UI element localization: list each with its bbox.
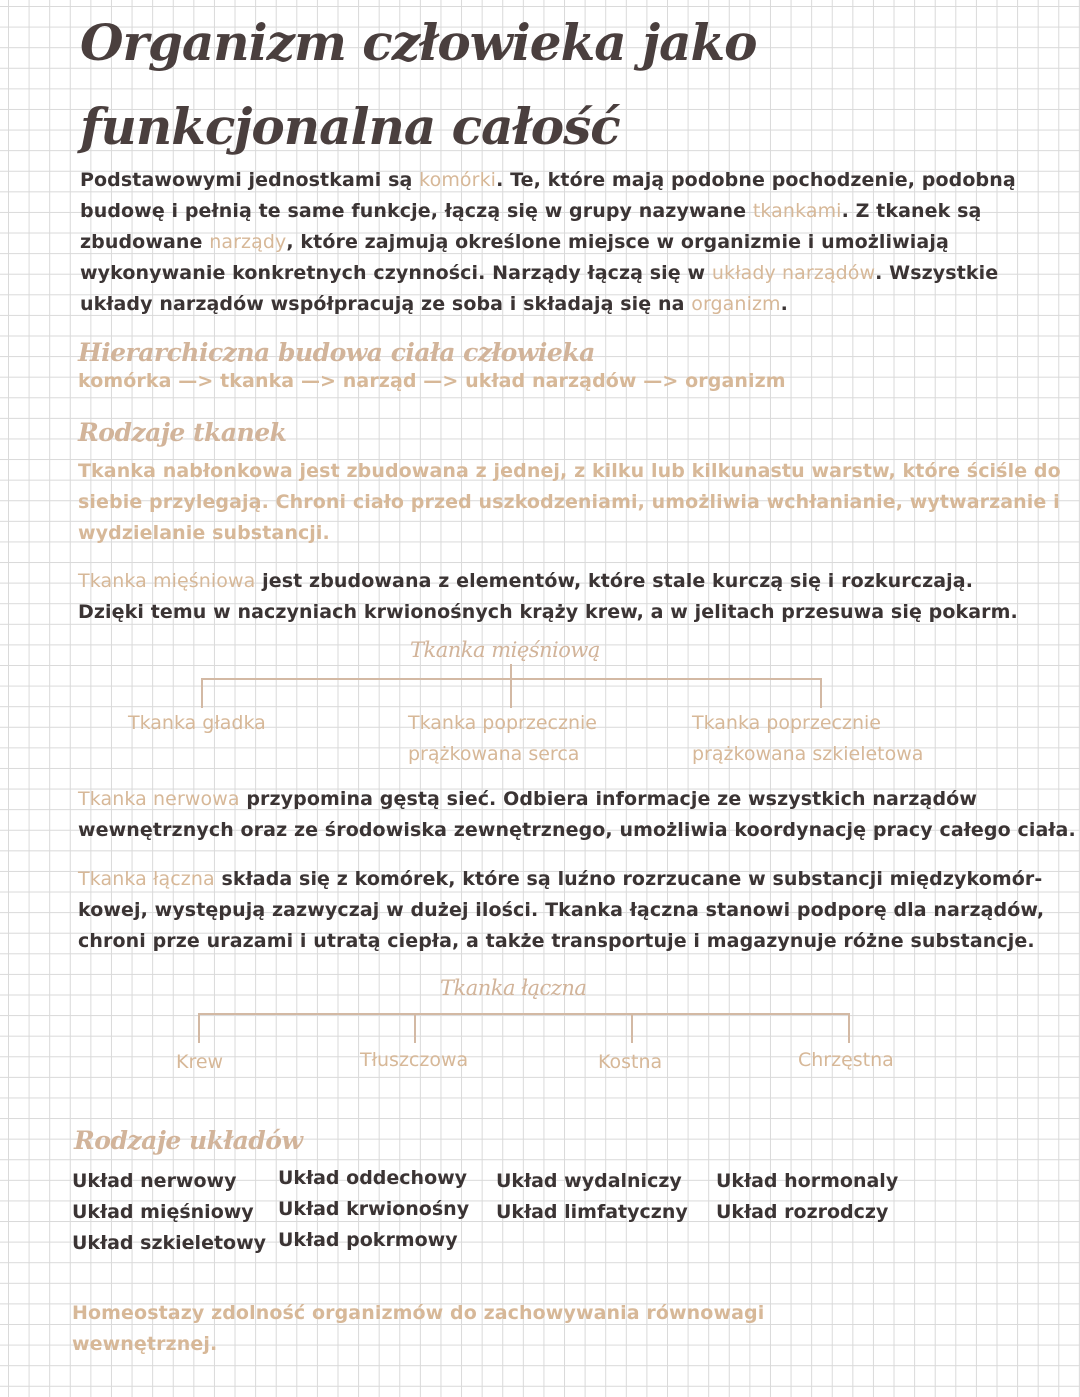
epithelial-line-2: siebie przylegają. Chroni ciało przed uszkodzeniami, umożliwia wchłanianie, wytwarzanie i xyxy=(78,491,1060,513)
systems-column-2 xyxy=(278,1163,469,1256)
hierarchy-heading: Hierarchiczna budowa ciała człowieka xyxy=(78,338,595,367)
term-narzady: narządy xyxy=(209,231,287,253)
connective-line-1: Tkanka łączna składa się z komórek, które są luźno rozrzucane w substancji międzykomór- xyxy=(78,868,1043,890)
intro-line-5: układy narządów współpracują ze soba i składają się na organizm. xyxy=(80,293,788,315)
term-tkanka-laczna: Tkanka łączna xyxy=(78,868,215,890)
connective-line-3: chroni prze urazami i utratą ciepła, a także transportuje i magazynuje różne substancje. xyxy=(78,930,1035,952)
system-item: Układ rozrodczy xyxy=(716,1201,889,1223)
system-item: Układ szkieletowy xyxy=(72,1232,267,1254)
connective-diagram-leg-3 xyxy=(631,1013,633,1043)
epithelial-line-1: Tkanka nabłonkowa jest zbudowana z jednej, z kilku lub kilkunastu warstw, które ściśle do xyxy=(78,460,1061,482)
term-komorki: komórki xyxy=(419,169,497,191)
term-organizm: organizm xyxy=(691,293,781,315)
muscle-node-smooth: Tkanka gładka xyxy=(128,712,266,734)
systems-column-1 xyxy=(72,1166,266,1259)
page-title-line-1: Organizm człowieka jako xyxy=(80,13,757,72)
term-tkanka-miesniowa: Tkanka mięśniowa xyxy=(78,570,256,592)
homeostasis-paragraph xyxy=(72,1298,764,1360)
homeostasis-line-1: Homeostazy zdolność organizmów do zachowywania równowagi xyxy=(72,1302,765,1324)
muscle-line-1: Tkanka mięśniowa jest zbudowana z elementów, które stale kurczą się i rozkurczają. xyxy=(78,570,974,592)
system-item: Układ hormonaly xyxy=(716,1170,899,1192)
system-item: Układ mięśniowy xyxy=(72,1201,254,1223)
term-uklady-narzadow: układy narządów xyxy=(711,262,876,284)
connective-node-fat: Tłuszczowa xyxy=(360,1049,469,1071)
intro-line-4: wykonywanie konkretnych czynności. Narządy łączą się w układy narządów. Wszystkie xyxy=(80,262,999,284)
connective-node-cartilage: Chrzęstna xyxy=(798,1049,894,1071)
intro-line-2: budowę i pełnią te same funkcje, łączą się w grupy nazywane tkankami. Z tkanek są xyxy=(80,200,982,222)
system-item: Układ nerwowy xyxy=(72,1170,237,1192)
connective-diagram-leg-2 xyxy=(414,1013,416,1043)
homeostasis-line-2: wewnętrznej. xyxy=(72,1333,218,1355)
hierarchy-chain: komórka —> tkanka —> narząd —> układ narządów —> organizm xyxy=(78,370,786,392)
connective-node-blood: Krew xyxy=(176,1051,224,1073)
system-item: Układ oddechowy xyxy=(278,1167,468,1189)
system-item: Układ krwionośny xyxy=(278,1198,470,1220)
connective-line-2: kowej, występują zazwyczaj w dużej ilości. Tkanka łączna stanowi podporę dla narządów, xyxy=(78,899,1045,921)
connective-node-bone: Kostna xyxy=(598,1051,663,1073)
systems-heading: Rodzaje układów xyxy=(74,1126,303,1155)
muscle-diagram-leg-1 xyxy=(201,678,203,708)
systems-column-3 xyxy=(496,1166,688,1228)
intro-line-1: Podstawowymi jednostkami są komórki. Te, które mają podobne pochodzenie, podobną xyxy=(80,169,1016,191)
system-item: Układ pokrmowy xyxy=(278,1229,458,1251)
systems-column-4 xyxy=(716,1166,898,1228)
nervous-paragraph xyxy=(78,784,1076,846)
page-title-line-2: funkcjonalna całość xyxy=(80,97,620,156)
muscle-paragraph xyxy=(78,566,1018,628)
muscle-diagram-leg-3 xyxy=(820,678,822,708)
connective-diagram-bar xyxy=(198,1013,850,1015)
term-tkankami: tkankami xyxy=(752,200,842,222)
connective-diagram-leg-1 xyxy=(198,1013,200,1043)
system-item: Układ wydalniczy xyxy=(496,1170,682,1192)
connective-paragraph xyxy=(78,864,1044,957)
connective-diagram-leg-4 xyxy=(848,1013,850,1043)
intro-line-3: zbudowane narządy, które zajmują określone miejsce w organizmie i umożliwiają xyxy=(80,231,949,253)
epithelial-paragraph xyxy=(78,456,1061,549)
nervous-line-1: Tkanka nerwowa przypomina gęstą sieć. Odbiera informacje ze wszystkich narządów xyxy=(78,788,977,810)
intro-paragraph xyxy=(80,165,1016,320)
muscle-line-2: Dzięki temu w naczyniach krwionośnych krąży krew, a w jelitach przesuwa się pokarm. xyxy=(78,601,1018,623)
muscle-node-skeletal: Tkanka poprzecznie prążkowana szkieletowa xyxy=(692,712,924,765)
term-tkanka-nerwowa: Tkanka nerwowa xyxy=(78,788,240,810)
tissues-heading: Rodzaje tkanek xyxy=(78,418,287,447)
nervous-line-2: wewnętrznych oraz ze środowiska zewnętrznego, umożliwia koordynację pracy całego ciała. xyxy=(78,819,1076,841)
connective-diagram-title: Tkanka łączna xyxy=(440,976,587,1000)
muscle-diagram-leg-2 xyxy=(510,678,512,708)
system-item: Układ limfatyczny xyxy=(496,1201,688,1223)
muscle-diagram-title: Tkanka mięśniową xyxy=(410,638,600,662)
muscle-node-cardiac: Tkanka poprzecznie prążkowana serca xyxy=(408,712,597,765)
epithelial-line-3: wydzielanie substancji. xyxy=(78,522,330,544)
